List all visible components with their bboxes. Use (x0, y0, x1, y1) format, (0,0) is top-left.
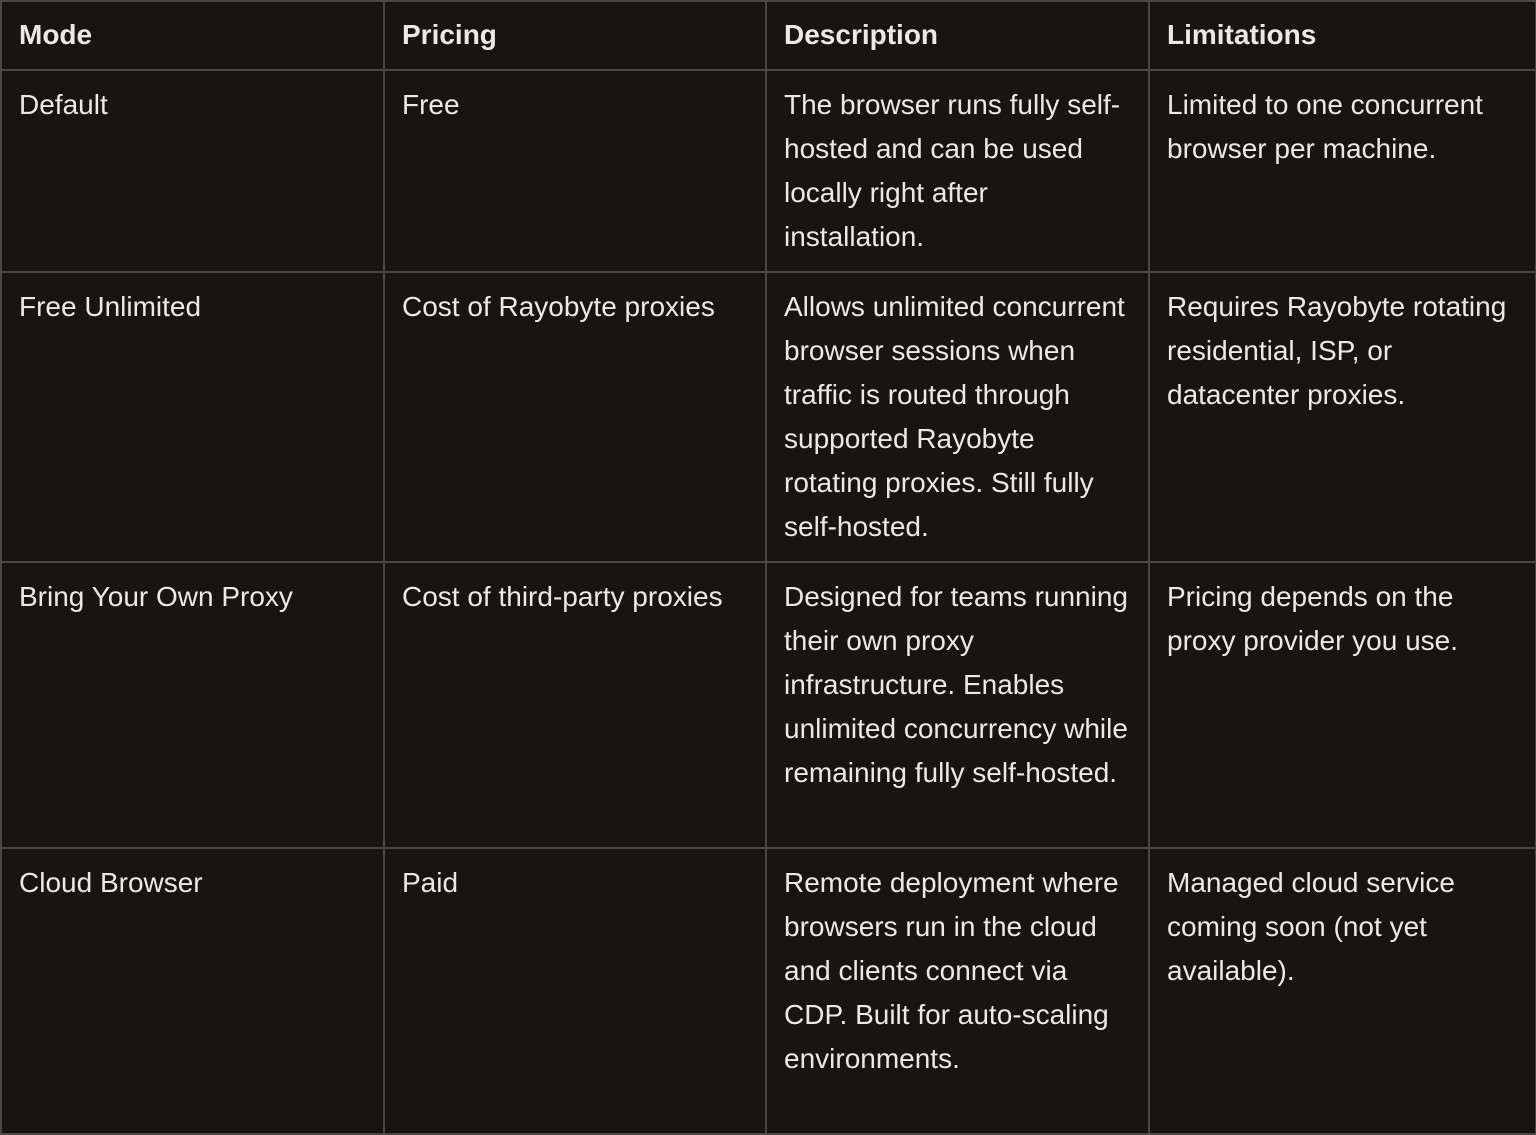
cell-mode: Free Unlimited (1, 272, 384, 562)
cell-description: The browser runs fully self-hosted and can be used locally right after installation. (766, 70, 1149, 272)
cell-limitations: Pricing depends on the proxy provider you use. (1149, 562, 1536, 848)
cell-description: Remote deployment where browsers run in the cloud and clients connect via CDP. Built for auto-scaling environments. (766, 848, 1149, 1134)
cell-pricing: Cost of third-party proxies (384, 562, 766, 848)
header-limitations: Limitations (1149, 1, 1536, 70)
cell-pricing: Paid (384, 848, 766, 1134)
cell-limitations: Managed cloud service coming soon (not yet available). (1149, 848, 1536, 1134)
table-body (1, 70, 1536, 1134)
table-row (1, 272, 1536, 562)
header-mode: Mode (1, 1, 384, 70)
cell-description: Designed for teams running their own proxy infrastructure. Enables unlimited concurrency while remaining fully self-hosted. (766, 562, 1149, 848)
cell-mode: Bring Your Own Proxy (1, 562, 384, 848)
cell-pricing: Free (384, 70, 766, 272)
table-row (1, 848, 1536, 1134)
header-description: Description (766, 1, 1149, 70)
cell-limitations: Requires Rayobyte rotating residential, ISP, or datacenter proxies. (1149, 272, 1536, 562)
cell-mode: Cloud Browser (1, 848, 384, 1134)
cell-description: Allows unlimited concurrent browser sessions when traffic is routed through supported Rayobyte rotating proxies. Still fully self-hosted. (766, 272, 1149, 562)
cell-mode: Default (1, 70, 384, 272)
cell-pricing: Cost of Rayobyte proxies (384, 272, 766, 562)
table-row (1, 562, 1536, 848)
table-row (1, 70, 1536, 272)
cell-limitations: Limited to one concurrent browser per machine. (1149, 70, 1536, 272)
header-pricing: Pricing (384, 1, 766, 70)
table-header (1, 1, 1536, 70)
header-row (1, 1, 1536, 70)
